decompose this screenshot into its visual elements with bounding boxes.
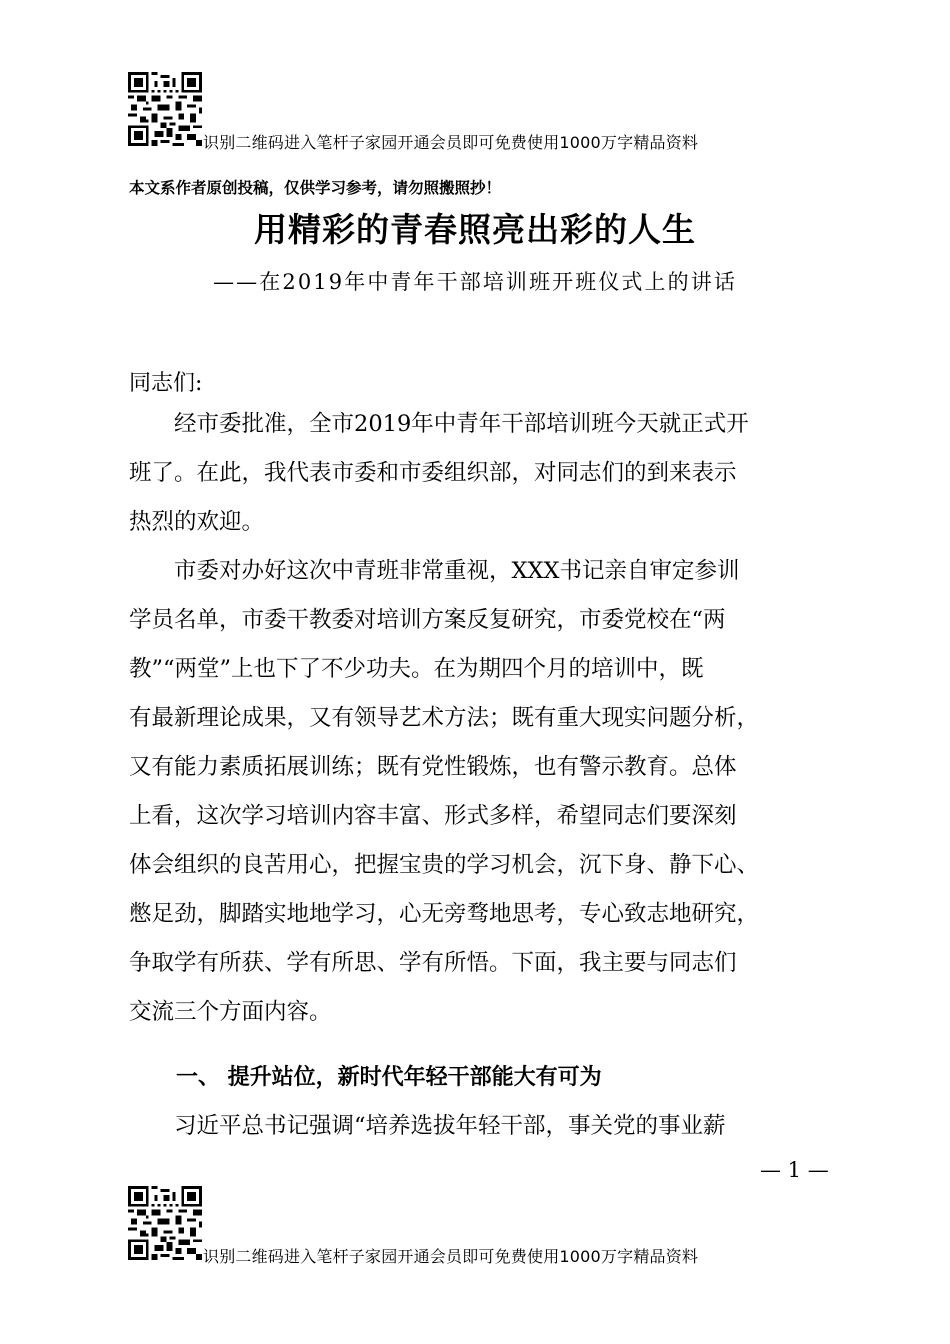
body-line: 又有能力素质拓展训练；既有党性锻炼，也有警示教育。总体	[129, 754, 737, 780]
body-line: 班了。在此，我代表市委和市委组织部，对同志们的到来表示	[129, 460, 737, 486]
promo-text-bottom: 识别二维码进入笔杆子家园开通会员即可免费使用1000万字精品资料	[203, 1247, 699, 1266]
document-subtitle: ——在2019年中青年干部培训班开班仪式上的讲话	[213, 270, 737, 294]
body-paragraphs	[129, 400, 829, 1037]
body-line: 交流三个方面内容。	[129, 999, 332, 1025]
body-line-last: 习近平总书记强调“培养选拔年轻干部，事关党的事业薪	[129, 1113, 726, 1139]
body-line: 学员名单，市委干教委对培训方案反复研究，市委党校在“两	[129, 607, 726, 633]
qr-code-top	[128, 72, 202, 146]
document-title: 用精彩的青春照亮出彩的人生	[254, 210, 696, 249]
body-line: 市委对办好这次中青班非常重视，XXX书记亲自审定参训	[129, 558, 740, 584]
promo-text-top: 识别二维码进入笔杆子家园开通会员即可免费使用1000万字精品资料	[203, 133, 699, 152]
body-line: 教”“两堂”上也下了不少功夫。在为期四个月的培训中，既	[129, 656, 704, 682]
section-heading-1: 一、 提升站位，新时代年轻干部能大有可为	[176, 1065, 602, 1090]
qr-code-bottom	[128, 1186, 202, 1260]
body-line: 体会组织的良苦用心，把握宝贵的学习机会，沉下身、静下心、	[129, 852, 760, 878]
body-line: 有最新理论成果，又有领导艺术方法；既有重大现实问题分析，	[129, 705, 760, 731]
copyright-notice: 本文系作者原创投稿，仅供学习参考，请勿照搬照抄！	[129, 178, 502, 197]
body-line: 争取学有所获、学有所思、学有所悟。下面，我主要与同志们	[129, 950, 737, 976]
page-number: — 1 —	[760, 1158, 829, 1182]
body-line: 憋足劲，脚踏实地地学习，心无旁骛地思考，专心致志地研究，	[129, 901, 760, 927]
salutation: 同志们:	[129, 371, 203, 396]
body-line: 热烈的欢迎。	[129, 509, 265, 535]
body-line: 上看，这次学习培训内容丰富、形式多样，希望同志们要深刻	[129, 803, 737, 829]
body-line: 经市委批准，全市2019年中青年干部培训班今天就正式开	[129, 411, 749, 437]
